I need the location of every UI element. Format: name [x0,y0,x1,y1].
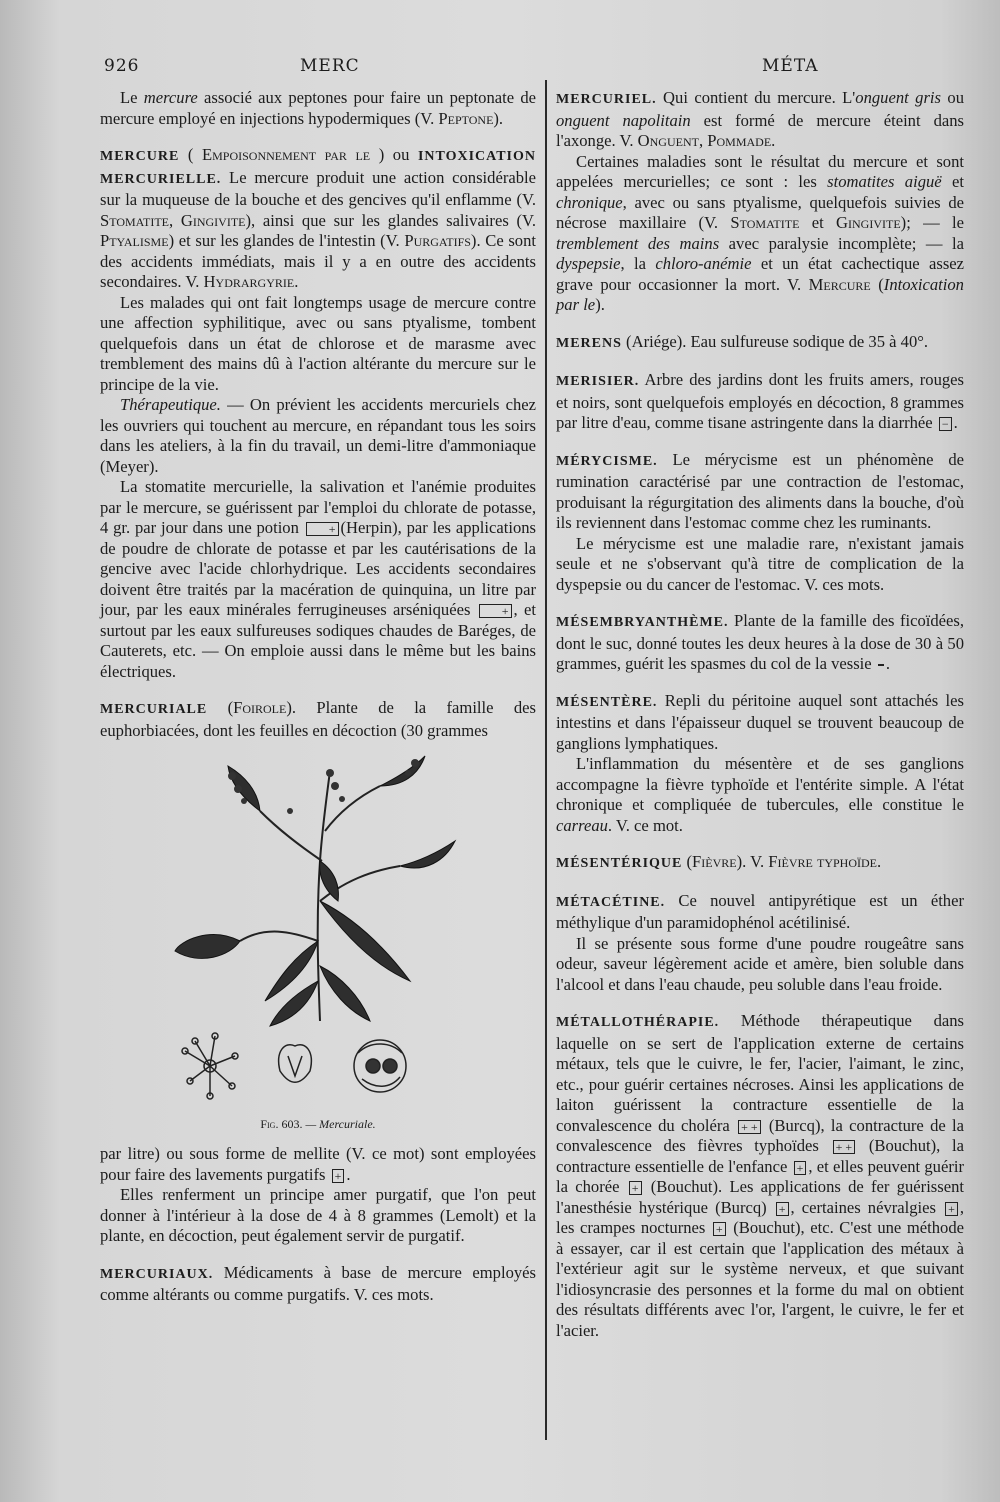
paragraph: Elles renferment un principe amer purgatif, que l'on peut donner à l'intérieur à la dose de 4 à 8 grammes (Lemolt) et la plante, en décoction, peut également servir de purgatif. [100,1185,536,1245]
paragraph: MERENS (Ariége). Eau sulfureuse sodique de 35 à 40°. [556,331,929,351]
plus-symbol: + [332,1169,345,1183]
paragraph: MÉRYCISME. Le mérycisme est un phénomène de rumination caractérisé par une contraction de l'estomac, produisant la régurgitation des aliments dans la bouche, d'où ils reviennent dans l'estomac comme chez les ruminants. [556,449,964,532]
entry-mesenterique [556,852,964,875]
entry-merycisme [556,450,964,596]
plus-symbol: + [945,1202,958,1216]
entry-merens [556,332,964,355]
paragraph: MERCURIAUX. Médicaments à base de mercure employés comme altérants ou comme purgatifs. V. ces mots. [100,1262,536,1304]
entry-mercuriaux [100,1263,536,1306]
headword: MERCURIALE [100,702,208,717]
entry-mercuriale [100,698,536,1247]
paragraph: MÉTALLOTHÉRAPIE. Méthode thérapeutique dans laquelle on se sert de l'application externe de certains métaux, tels que le cuivre, le fer, l'acier, l'aimant, le zinc, etc., pour guérir certaines nécroses. Ainsi les applications de laiton guérissent la contracture essentielle de la convalescence du choléra + + (Burcq), la contracture de la convalescence des fièvres typhoïdes + + (Bouchut), la contracture essentielle de l'enfance + , et elles peuvent guérir la chorée + (Bouchut). Les applications de fer guérissent l'anesthésie hystérique (Burcq) + , certaines névralgies + , les crampes nocturnes + (Bouchut), etc. C'est une méthode à essayer, car il est certain que l'application des métaux à l'extérieur agit sur le système nerveux, et que suivant l'idiosyncrasie des personnes et la forme du mal on obtient des résultats différents avec l'or, l'argent, le cuivre, le fer et l'acier. [556,1011,964,1340]
column-divider [545,80,547,1440]
entry-metacetine [556,891,964,996]
paragraph: MÉSENTÈRE. Repli du péritoine auquel sont attachés les intestins et dans l'épaisseur duquel se trouvent beaucoup de ganglions lymphatiques. [556,690,964,753]
page-number: 926 [104,56,140,76]
paragraph: Le mérycisme est une maladie rare, n'existant jamais seule et ne s'observant qu'à titre de complication de la dyspepsie ou du cancer de l'estomac. V. ces mots. [556,533,964,594]
right-column [556,88,964,1341]
headword: MÉRYCISME. [556,453,658,469]
paragraph: Certaines maladies sont le résultat du mercure et sont appelées mercurielles; ce sont : les stomatites aiguë et chronique, avec ou sans ptyalisme, quelquefois suivies de nécrose maxillaire (V. Stomatite et Gingivite); — le tremblement des mains avec paralysie incomplète; — la dyspepsie, la chloro-anémie et un état cachectique assez grave pour occasionner la mort. V. Mercure (Intoxication par le). [556,151,965,314]
double-plus-symbol: + + [833,1140,856,1154]
paragraph: MERCURE ( Empoisonnement par le ) ou INTOXICATION MERCURIELLE. Le mercure produit une action considérable sur la muqueuse de la bouche et des gencives qu'il enflamme (V. Stomatite, Gingivite), ainsi que sur les glandes salivaires (V. Ptyalisme) et sur les glandes de l'intestin (V. Purgatifs). Ce sont des accidents immédiats, mais il y a en outre des accidents secondaires. V. Hydrargyrie. [100,145,536,291]
plus-symbol: + [629,1181,642,1195]
headword: MÉSEMBRYANTHÈME. [556,615,729,630]
mercuriale-illustration [170,751,470,1101]
right-running-head: MÉTA [762,56,819,76]
entry-mercuriel [556,88,964,316]
headword: MÉTACÉTINE. [556,894,666,910]
paragraph: La stomatite mercurielle, la salivation et l'anémie produites par le mercure, se guérissent par l'emploi du chlorate de potasse, 4 gr. par jour dans une potion + (Herpin), par les applications de poudre de chlorate de potasse et par les cautérisations de la gencive avec l'acide chlorhydrique. Les accidents secondaires doivent être traités par la macération de quinquina, un litre par jour, par les eaux minérales ferrugineuses arséniquées + , et surtout par les eaux sulfureuses sodiques chaudes de Baréges, de Cauterets, etc. — On emploie aussi dans le même but les bains électriques. [100,477,537,681]
headword: MERCURE [100,149,180,164]
paragraph: MÉSEMBRYANTHÈME. Plante de la famille des ficoïdées, dont le suc, donné toutes les deux heures à la dose de 30 à 50 grammes, guérit les spasmes du col de la vessie . [556,611,964,673]
paragraph: Les malades qui ont fait longtemps usage de mercure contre une affection syphilitique, avec ou sans ptyalisme, tombent quelquefois dans un état de chlorose et de marasme avec tremblement des mains dû à l'action altérante du mercure sur le principe de la vie. [100,292,536,394]
headword: MERENS [556,335,622,351]
headword: MÉSENTÈRE. [556,694,658,710]
mercuriale-figure [100,751,536,1136]
figure-caption: Fig. 603. — Mercuriale. [260,1116,376,1131]
headword: INTOXICATION MERCURIELLE. [100,149,536,187]
entry-mesentere [556,691,964,837]
headword: MÉTALLOTHÉRAPIE. [556,1015,720,1030]
paragraph: MERISIER. Arbre des jardins dont les fruits amers, rouges et noirs, sont quelquefois employés en décoction, 8 grammes par litre d'eau, comme tisane astringente dans la diarrhée − . [556,370,964,432]
entry-mercure-peptones [100,88,536,129]
plus-symbol: + [713,1222,726,1236]
headword: MÉSENTÉRIQUE [556,856,683,871]
paragraph: MERCURIALE (Foirole). Plante de la famille des euphorbiacées, dont les feuilles en décoction (30 grammes [100,698,536,740]
entry-mesembryantheme [556,611,964,675]
plus-symbol: + [479,604,512,618]
paragraph: MERCURIEL. Qui contient du mercure. L'onguent gris ou onguent napolitain est formé de mercure éteint dans l'axonge. V. Onguent, Pommade. [556,88,964,150]
minus-symbol: − [939,417,952,431]
flower-detail-drawings [182,1033,406,1099]
headword: MERISIER. [556,374,640,389]
entry-metallotherapie [556,1011,964,1341]
headword: MERCURIAUX. [100,1266,214,1282]
paragraph: Thérapeutique. — On prévient les accidents mercuriels chez les ouvriers qui touchent au mercure, en répandant tous les soirs dans les ateliers, à la fin du travail, un demi-litre d'ammoniaque (Meyer). [100,395,536,476]
left-running-head: MERC [300,56,360,76]
empty-box-symbol [878,664,884,666]
entry-mercure-empoisonnement [100,145,536,682]
double-plus-symbol: + + [738,1120,761,1134]
plus-symbol: + [776,1202,789,1216]
plus-symbol: + [306,522,339,536]
paragraph: Il se présente sous forme d'une poudre rougeâtre sans odeur, saveur légèrement acide et amère, bien soluble dans l'alcool et dans l'eau chaude, peu soluble dans l'eau froide. [556,933,964,994]
left-column [100,88,536,1306]
paragraph: par litre) ou sous forme de mellite (V. ce mot) sont employées pour faire des lavements purgatifs + . [100,1144,536,1184]
paragraph: Le mercure associé aux peptones pour faire un peptonate de mercure employé en injections hypodermiques (V. Peptone). [100,88,536,128]
paragraph: MÉTACÉTINE. Ce nouvel antipyrétique est un éther méthylique d'un paramidophénol acétilinisé. [556,890,964,932]
paragraph: L'inflammation du mésentère et de ses ganglions accompagne la fièvre typhoïde et l'entérite simple. A l'état chronique et compliquée de tubercules, elle constitue le carreau. V. ce mot. [556,754,964,835]
entry-merisier [556,370,964,434]
headword: MERCURIEL. [556,92,657,107]
plus-symbol: + [794,1161,807,1175]
paragraph: MÉSENTÉRIQUE (Fièvre). V. Fièvre typhoïde. [556,852,882,871]
